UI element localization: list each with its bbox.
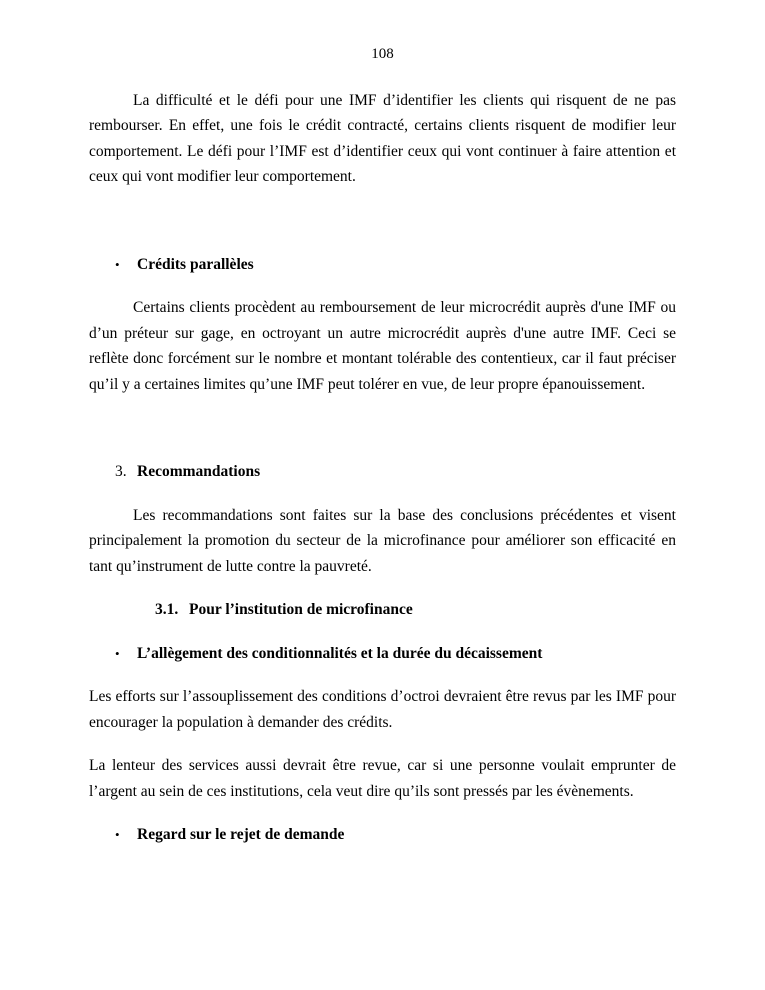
vertical-spacer [89,397,676,459]
bullet-label-credits-paralleles: Crédits parallèles [137,255,254,273]
vertical-spacer [89,804,676,822]
heading-number: 3. [115,463,127,480]
vertical-spacer [89,623,676,641]
bullet-label-regard: Regard sur le rejet de demande [137,826,345,843]
bullet-item-regard [115,822,676,848]
bullet-icon: • [115,256,120,272]
vertical-spacer [89,277,676,295]
heading-institution-microfinance [155,597,676,623]
paragraph-intro: La difficulté et le défi pour une IMF d’identifier les clients qui risquent de ne pas rembourser. En effet, une fois le crédit contracté, certains clients risquent de modifier leur comportement. Le défi pour l’IMF est d’identifier ceux qui vont continuer à faire attention et ceux qui vont modifier leur comportement. [89,91,676,185]
vertical-spacer [89,190,676,252]
vertical-spacer [89,579,676,597]
vertical-spacer [89,485,676,503]
paragraph-credits: Certains clients procèdent au remboursement de leur microcrédit auprès d'une IMF ou d’un préteur sur gage, en octroyant un autre microcrédit auprès d'une autre IMF. Ceci se reflète donc forcément sur le nombre et montant tolérable des contentieux, car il faut préciser qu’il y a certaines limites qu’une IMF peut tolérer en vue, de leur propre épanouissement. [89,299,676,393]
bullet-icon: • [115,645,120,661]
bullet-item-allegement [115,641,676,667]
heading-number: 3.1. [155,601,179,618]
paragraph-efforts: Les efforts sur l’assouplissement des conditions d’octroi devraient être revus par les IMF pour encourager la population à demander des crédits. [89,688,676,731]
heading-label: Recommandations [137,463,261,480]
heading-recommandations [115,459,676,485]
bullet-label-allegement: L’allègement des conditionnalités et la durée du décaissement [137,644,543,662]
paragraph-recommandations: Les recommandations sont faites sur la base des conclusions précédentes et visent principalement la promotion du secteur de la microfinance pour améliorer son efficacité en tant qu’instrument de lutte contre la pauvreté. [89,506,676,575]
bullet-icon: • [115,827,120,842]
page-number: 108 [371,46,394,62]
vertical-spacer [89,735,676,753]
heading-label: Pour l’institution de microfinance [189,601,413,618]
bullet-item-credits-paralleles [115,252,676,278]
vertical-spacer [89,666,676,684]
paragraph-lenteur: La lenteur des services aussi devrait être revue, car si une personne voulait emprunter de l’argent au sein de ces institutions, cela veut dire qu’ils sont pressés par les évènements. [89,757,676,800]
